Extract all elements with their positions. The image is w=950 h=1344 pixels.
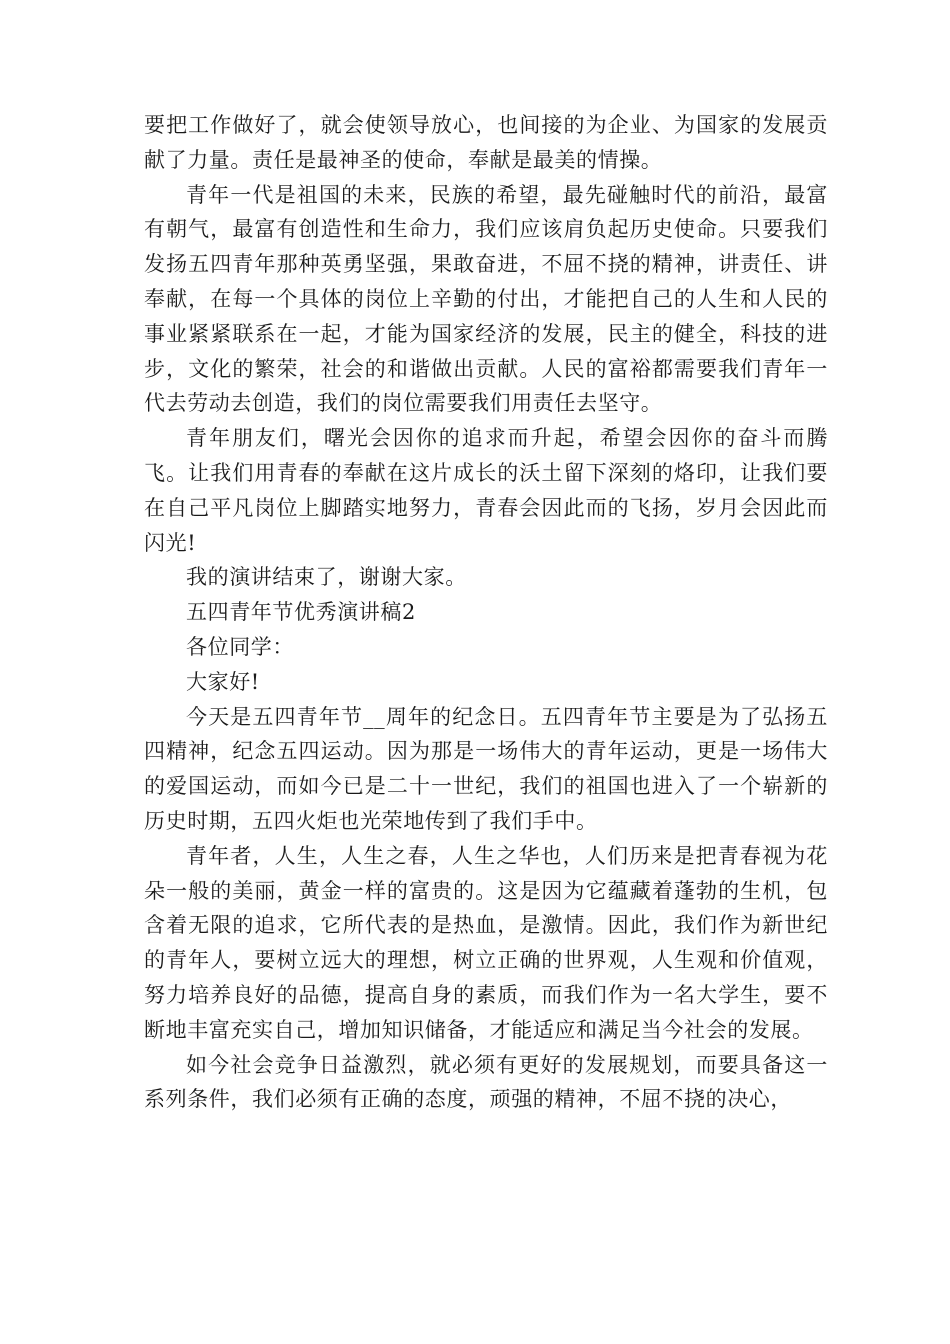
paragraph: 青年者，人生，人生之春，人生之华也，人们历来是把青春视为花朵一般的美丽，黄金一样的富贵的。这是因为它蕴藏着蓬勃的生机，包含着无限的追求，它所代表的是热血，是激情。因此，我们作为新世纪的青年人，要树立远大的理想，树立正确的世界观，人生观和价值观，努力培养良好的品德，提高自身的素质，而我们作为一名大学生，要不断地丰富充实自己，增加知识储备，才能适应和满足当今社会的发展。: [144, 843, 828, 1042]
paragraph: 青年一代是祖国的未来，民族的希望，最先碰触时代的前沿，最富有朝气，最富有创造性和生命力，我们应该肩负起历史使命。只要我们发扬五四青年那种英勇坚强，果敢奋进，不屈不挠的精神，讲责任、讲奉献，在每一个具体的岗位上辛勤的付出，才能把自己的人生和人民的事业紧紧联系在一起，才能为国家经济的发展，民主的健全，科技的进步，文化的繁荣，社会的和谐做出贡献。人民的富裕都需要我们青年一代去劳动去创造，我们的岗位需要我们用责任去坚守。: [144, 182, 828, 416]
salutation: 各位同学：: [186, 634, 294, 659]
greeting: 大家好!: [186, 669, 260, 694]
document-body: [144, 108, 828, 1117]
section-title: 五四青年节优秀演讲稿2: [186, 600, 416, 625]
paragraph: 青年朋友们，曙光会因你的追求而升起，希望会因你的奋斗而腾飞。让我们用青春的奉献在这片成长的沃土留下深刻的烙印，让我们要在自己平凡岗位上脚踏实地努力，青春会因此而的飞扬，岁月会因此而闪光!: [144, 426, 828, 555]
paragraph: 我的演讲结束了，谢谢大家。: [186, 565, 467, 590]
paragraph: 如今社会竞争日益激烈，就必须有更好的发展规划，而要具备这一系列条件，我们必须有正确的态度，顽强的精神，不屈不挠的决心，: [144, 1052, 828, 1112]
paragraph: 要把工作做好了，就会使领导放心，也间接的为企业、为国家的发展贡献了力量。责任是最神圣的使命，奉献是最美的情操。: [144, 113, 828, 172]
paragraph: 今天是五四青年节__周年的纪念日。五四青年节主要是为了弘扬五四精神，纪念五四运动。因为那是一场伟大的青年运动，更是一场伟大的爱国运动，而如今已是二十一世纪，我们的祖国也进入了一个崭新的历史时期，五四火炬也光荣地传到了我们手中。: [144, 704, 828, 833]
